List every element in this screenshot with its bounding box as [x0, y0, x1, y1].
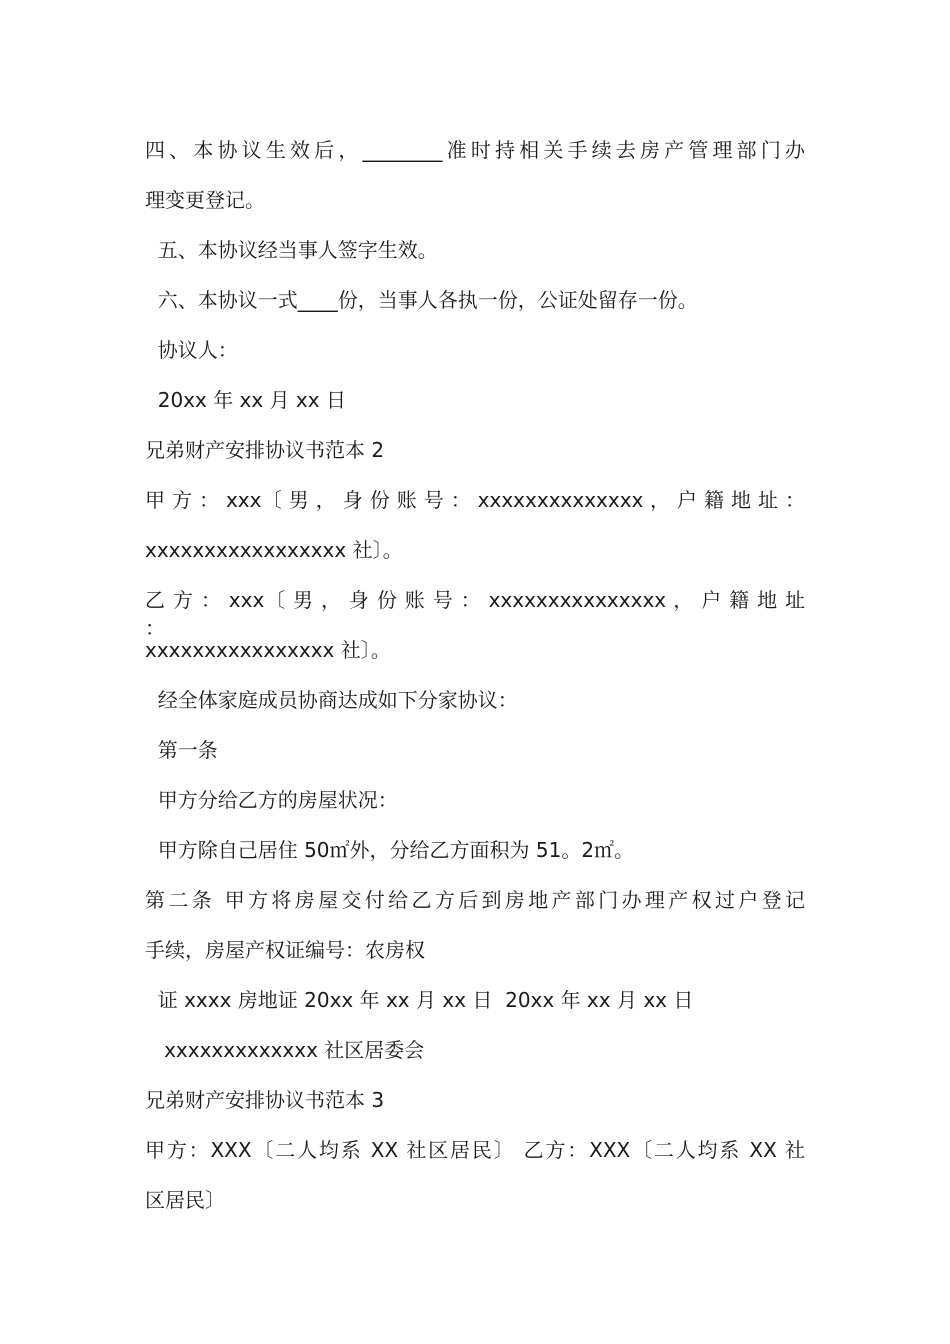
- paragraph-line: 理变更登记。: [145, 188, 265, 212]
- paragraph-line: 证 xxxx 房地证 20xx 年 xx 月 xx 日 20xx 年 xx 月 xx 日: [145, 988, 694, 1012]
- paragraph-line: 甲方除自己居住 50㎡外，分给乙方面积为 51。2㎡。: [145, 838, 635, 862]
- paragraph-line: 第一条: [145, 738, 218, 762]
- paragraph-line: 甲 方 ： xxx〔 男 ， 身 份 账 号 ： xxxxxxxxxxxxxx ， 户 籍 地 址 ：: [145, 488, 805, 512]
- paragraph-line: xxxxxxxxxxxxxxxxx 社〕。: [145, 538, 403, 562]
- paragraph-line: 第二条 甲方将房屋交付给乙方后到房地产部门办理产权过户登记: [145, 888, 805, 912]
- paragraph-line: 经全体家庭成员协商达成如下分家协议：: [145, 688, 518, 712]
- paragraph-line: xxxxxxxxxxxxxxxx 社〕。: [145, 638, 391, 662]
- section-heading: 兄弟财产安排协议书范本 3: [145, 1088, 385, 1112]
- paragraph-line: 手续，房屋产权证编号：农房权: [145, 938, 425, 962]
- paragraph-line: 乙 方 ： xxx〔 男 ， 身 份 账 号 ： xxxxxxxxxxxxxxx ， 户 籍 地 址 ：: [145, 588, 805, 640]
- paragraph-line: xxxxxxxxxxxxx 社区居委会: [145, 1038, 425, 1062]
- paragraph-line: 甲方：XXX〔二人均系 XX 社区居民〕 乙方：XXX〔二人均系 XX 社: [145, 1138, 805, 1162]
- date-line: 20xx 年 xx 月 xx 日: [145, 388, 346, 412]
- paragraph-line: 区居民〕: [145, 1188, 225, 1212]
- paragraph-line: 协议人：: [145, 338, 238, 362]
- section-heading: 兄弟财产安排协议书范本 2: [145, 438, 385, 462]
- paragraph-line: 四、本协议生效后，________准时持相关手续去房产管理部门办: [145, 138, 805, 162]
- paragraph-line: 五、本协议经当事人签字生效。: [145, 238, 438, 262]
- paragraph-line: 六、本协议一式____份，当事人各执一份，公证处留存一份。: [145, 288, 698, 312]
- paragraph-line: 甲方分给乙方的房屋状况：: [145, 788, 398, 812]
